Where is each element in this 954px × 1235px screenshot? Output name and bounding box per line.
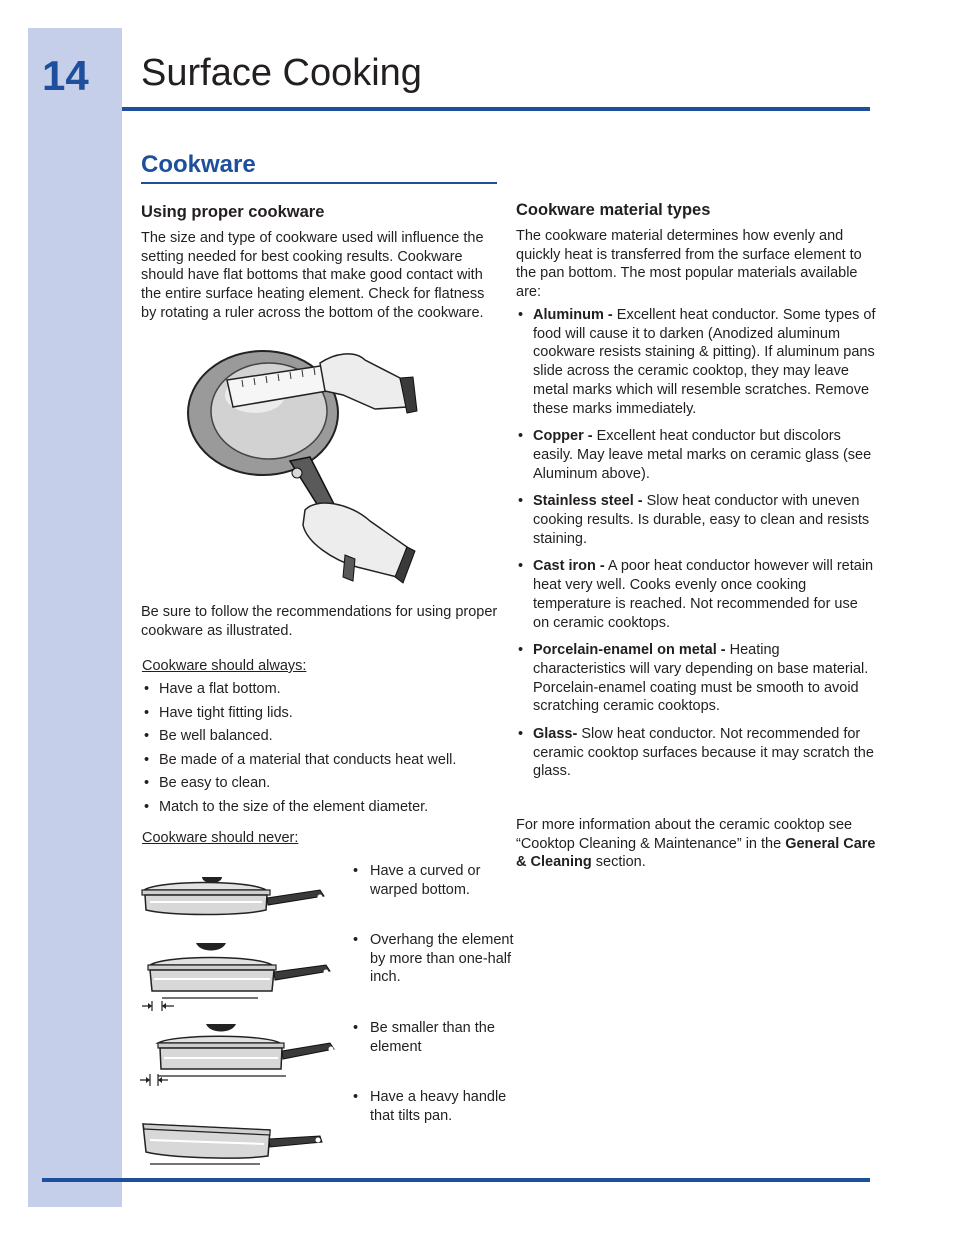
always-list <box>142 680 502 821</box>
material-item-cast-iron <box>516 557 876 632</box>
materials-heading: Cookware material types <box>516 201 711 219</box>
section-rule <box>141 182 497 184</box>
list-item: • Be easy to clean. <box>142 774 502 793</box>
curved-bottom-pan-illustration <box>140 864 340 920</box>
material-desc: A poor heat conductor however will retain heat very well. Cooks evenly once cooking temperature is reached. Not recommended for use on ceramic cooktops. <box>533 558 874 631</box>
material-item-copper <box>516 427 876 483</box>
list-item: • Be made of a material that conducts heat well. <box>142 751 502 770</box>
more-info-section-ref: General Care & Cleaning <box>516 835 876 871</box>
material-name: Porcelain-enamel on metal - <box>533 642 726 659</box>
overhanging-pan-illustration <box>140 941 340 1021</box>
tilted-pan-illustration <box>140 1120 340 1166</box>
material-item-porcelain-enamel <box>516 641 876 716</box>
material-name: Copper - <box>533 428 593 445</box>
page-title: Surface Cooking <box>141 52 422 94</box>
material-name: Aluminum - <box>533 307 613 323</box>
follow-recommendations-text: Be sure to follow the recommendations for using proper cookware as illustrated. <box>141 604 498 639</box>
material-name: Cast iron - <box>533 558 605 575</box>
material-item-stainless-steel <box>516 492 876 548</box>
list-item: • Match to the size of the element diameter. <box>142 798 502 817</box>
ruler-check-illustration <box>185 345 425 585</box>
material-desc: Excellent heat conductor but discolors easily. May leave metal marks on ceramic glass (see Aluminum above). <box>533 428 872 482</box>
page-sidebar <box>28 28 122 1207</box>
page-number: 14 <box>42 52 89 99</box>
more-info-suffix: section. <box>591 854 646 871</box>
materials-list <box>516 306 876 790</box>
list-item: • Have tight fitting lids. <box>142 704 502 723</box>
materials-intro: The cookware material determines how evenly and quickly heat is transferred from the surface element to the pan bottom. The most popular materials available are: <box>516 228 862 301</box>
material-name: Glass- <box>533 726 578 743</box>
never-item-curved: • Have a curved or warped bottom. <box>352 862 520 899</box>
small-pan-illustration <box>140 1022 340 1090</box>
list-item: • Be well balanced. <box>142 727 502 746</box>
always-label: Cookware should always: <box>142 658 307 674</box>
material-name: Stainless steel - <box>533 493 643 510</box>
more-info-prefix: For more information about the ceramic cooktop see “Cooktop Cleaning & Maintenance” in the <box>516 817 853 852</box>
material-desc: Slow heat conductor. Not recommended for ceramic cooktop surfaces because it may scratch the glass. <box>533 726 874 780</box>
material-desc: Excellent heat conductor. Some types of food will cause it to darken (Anodized aluminum cookware resists staining & pitting). If aluminum pans slide across the ceramic cooktop, they may leave metal marks which will resemble scratches. Remove these marks immediately. <box>533 307 876 417</box>
using-proper-heading: Using proper cookware <box>141 203 325 221</box>
never-item-heavy-handle: • Have a heavy handle that tilts pan. <box>352 1088 520 1125</box>
material-item-glass <box>516 725 876 781</box>
list-item: • Have a flat bottom. <box>142 680 502 699</box>
never-label: Cookware should never: <box>142 830 299 846</box>
more-info-text <box>516 816 876 872</box>
using-proper-intro: The size and type of cookware used will influence the setting needed for best cooking results. Cookware should have flat bottoms that make good contact with the entire surface heating element. Check for flatness by rotating a ruler across the bottom of the cookware. <box>141 230 485 321</box>
never-item-overhang: • Overhang the element by more than one-half inch. <box>352 931 520 987</box>
material-item-aluminum <box>516 306 876 418</box>
header-rule <box>122 107 870 111</box>
material-desc: Heating characteristics will vary depending on base material. Porcelain-enamel coating must be smooth to avoid scratching ceramic cooktops. <box>533 642 869 715</box>
footer-rule <box>42 1178 870 1182</box>
never-item-smaller: • Be smaller than the element <box>352 1019 520 1056</box>
material-desc: Slow heat conductor with uneven cooking results. Is durable, easy to clean and resists staining. <box>533 493 870 547</box>
section-heading: Cookware <box>141 151 256 178</box>
